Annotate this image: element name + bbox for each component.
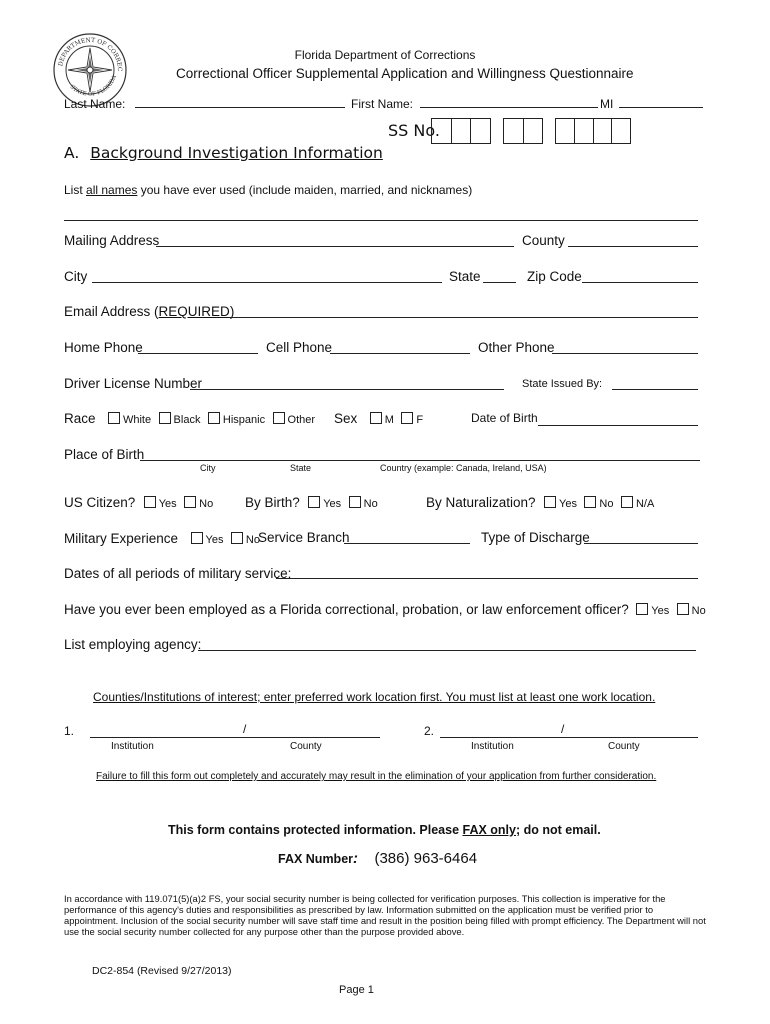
- counties-heading: Counties/Institutions of interest; enter preferred work location first. You must list at least one work location.: [93, 690, 656, 704]
- employing-agency-field[interactable]: [198, 650, 696, 651]
- birth-place-field[interactable]: [140, 460, 700, 461]
- county-field[interactable]: [568, 246, 698, 247]
- other-phone-label: Other Phone: [478, 340, 555, 355]
- ssn-boxes-group-2[interactable]: [503, 118, 543, 144]
- mi-field[interactable]: [619, 95, 703, 108]
- failure-notice: Failure to fill this form out completely and accurately may result in the elimination of your application from further consideration.: [96, 771, 657, 782]
- birth-city-caption: City: [200, 463, 216, 473]
- by-birth-row: By Birth? Yes No: [245, 495, 378, 510]
- ssn-label: SS No.: [388, 121, 440, 140]
- birth-place-label: Place of Birth: [64, 447, 145, 462]
- section-a-title: Background Investigation Information: [90, 144, 383, 162]
- location-2-field[interactable]: [440, 737, 698, 738]
- names-used-field[interactable]: [64, 220, 698, 221]
- ssn-boxes-group-1[interactable]: [431, 118, 491, 144]
- zip-label: Zip Code: [527, 269, 582, 284]
- zip-field[interactable]: [582, 282, 698, 283]
- by-naturalization-label: By Naturalization?: [426, 495, 536, 510]
- race-black-checkbox[interactable]: [159, 412, 171, 424]
- mi-label: MI: [600, 97, 614, 111]
- by-naturalization-row: By Naturalization? Yes No N/A: [426, 495, 655, 510]
- email-field[interactable]: [228, 317, 698, 318]
- service-dates-field[interactable]: [276, 578, 698, 579]
- page-number: Page 1: [339, 984, 374, 996]
- location-1-county-caption: County: [290, 741, 322, 752]
- protected-notice: This form contains protected information. Please FAX only; do not email.: [168, 823, 601, 837]
- first-name-row: [351, 95, 598, 111]
- email-label: Email Address (REQUIRED): [64, 304, 235, 319]
- by-birth-yes-checkbox[interactable]: [308, 496, 320, 508]
- cell-phone-label: Cell Phone: [266, 340, 333, 355]
- by-birth-label: By Birth?: [245, 495, 300, 510]
- license-field[interactable]: [190, 389, 504, 390]
- sex-label: Sex: [334, 411, 358, 426]
- location-2-number: 2.: [424, 724, 435, 738]
- discharge-label: Type of Discharge: [481, 530, 590, 545]
- us-citizen-label: US Citizen?: [64, 495, 136, 510]
- city-label: City: [64, 269, 88, 284]
- race-other-checkbox[interactable]: [273, 412, 285, 424]
- mailing-address-field[interactable]: [156, 246, 514, 247]
- location-1-number: 1.: [64, 724, 75, 738]
- agency-name: Florida Department of Corrections: [294, 48, 476, 62]
- employed-yes-checkbox[interactable]: [636, 603, 648, 615]
- last-name-label: Last Name:: [64, 97, 126, 111]
- location-2-county-caption: County: [608, 741, 640, 752]
- citizen-row: US Citizen? Yes No: [64, 495, 214, 510]
- naturalization-yes-checkbox[interactable]: [544, 496, 556, 508]
- seal-text-bottom: STATE OF FLORIDA: [68, 74, 118, 98]
- form-title: Correctional Officer Supplemental Application and Willingness Questionnaire: [176, 66, 634, 81]
- fax-number: (386) 963-6464: [374, 850, 478, 867]
- ssn-disclosure: In accordance with 119.071(5)(a)2 FS, your social security number is being collected for verification purposes. This collection is imperative for the performance of this agency's duties and responsibilities as prescribed by law. Information submitted on the application must be verified prior to appointment. Inclusion of the social security number will save staff time and result in the position being filled with prompt efficiency. The Department will not use the social security number collected for any purpose other than the purpose provided above.: [64, 893, 706, 937]
- race-row: Race White Black Hispanic Other: [64, 411, 316, 426]
- birth-state-caption: State: [290, 463, 312, 473]
- state-issued-label: State Issued By:: [522, 378, 603, 390]
- license-label: Driver License Number: [64, 376, 203, 391]
- sex-row: Sex M F: [334, 411, 424, 426]
- military-no-checkbox[interactable]: [231, 532, 243, 544]
- first-name-field[interactable]: [420, 95, 598, 108]
- military-row: Military Experience Yes No: [64, 531, 260, 546]
- race-white-checkbox[interactable]: [108, 412, 120, 424]
- ssn-boxes-group-3[interactable]: [555, 118, 631, 144]
- last-name-row: [64, 95, 345, 111]
- location-2-slash: /: [561, 722, 565, 736]
- last-name-field[interactable]: [135, 95, 345, 108]
- state-issued-field[interactable]: [612, 389, 698, 390]
- employed-row: Have you ever been employed as a Florida correctional, probation, or law enforcement officer? Yes No: [64, 602, 706, 617]
- location-2-institution-caption: Institution: [471, 741, 514, 752]
- military-yes-checkbox[interactable]: [191, 532, 203, 544]
- service-branch-label: Service Branch: [258, 530, 350, 545]
- seal-text-top: DEPARTMENT OF CORREC: [57, 36, 124, 72]
- discharge-field[interactable]: [584, 543, 698, 544]
- by-birth-no-checkbox[interactable]: [349, 496, 361, 508]
- dob-field[interactable]: [538, 425, 698, 426]
- form-number: DC2-854 (Revised 9/27/2013): [92, 965, 232, 977]
- location-1-slash: /: [243, 722, 247, 736]
- other-phone-field[interactable]: [552, 353, 698, 354]
- us-citizen-yes-checkbox[interactable]: [144, 496, 156, 508]
- first-name-label: First Name:: [351, 97, 414, 111]
- service-branch-field[interactable]: [344, 543, 470, 544]
- home-phone-label: Home Phone: [64, 340, 143, 355]
- home-phone-field[interactable]: [138, 353, 258, 354]
- employed-no-checkbox[interactable]: [677, 603, 689, 615]
- sex-f-checkbox[interactable]: [401, 412, 413, 424]
- city-field[interactable]: [92, 282, 442, 283]
- naturalization-na-checkbox[interactable]: [621, 496, 633, 508]
- fax-label: FAX Number: [278, 852, 354, 866]
- dob-label: Date of Birth: [471, 411, 538, 425]
- county-label: County: [522, 233, 565, 248]
- state-field[interactable]: [483, 282, 516, 283]
- names-used-instruction: List all names you have ever used (include maiden, married, and nicknames): [64, 183, 473, 197]
- naturalization-no-checkbox[interactable]: [584, 496, 596, 508]
- cell-phone-field[interactable]: [330, 353, 470, 354]
- service-dates-label: Dates of all periods of military service:: [64, 566, 292, 581]
- employed-question: Have you ever been employed as a Florida correctional, probation, or law enforcement officer?: [64, 602, 629, 617]
- race-hispanic-checkbox[interactable]: [208, 412, 220, 424]
- race-label: Race: [64, 411, 96, 426]
- section-a-heading: [64, 144, 383, 162]
- us-citizen-no-checkbox[interactable]: [184, 496, 196, 508]
- state-label: State: [449, 269, 481, 284]
- section-a-letter: A.: [64, 144, 80, 162]
- location-1-field[interactable]: [90, 737, 380, 738]
- birth-country-caption: Country (example: Canada, Ireland, USA): [380, 463, 547, 473]
- sex-m-checkbox[interactable]: [370, 412, 382, 424]
- employing-agency-label: List employing agency:: [64, 637, 202, 652]
- location-1-institution-caption: Institution: [111, 741, 154, 752]
- mi-row: [600, 95, 703, 111]
- military-label: Military Experience: [64, 531, 179, 546]
- mailing-address-label: Mailing Address: [64, 233, 160, 248]
- fax-row: FAX Number: (386) 963-6464: [278, 850, 478, 867]
